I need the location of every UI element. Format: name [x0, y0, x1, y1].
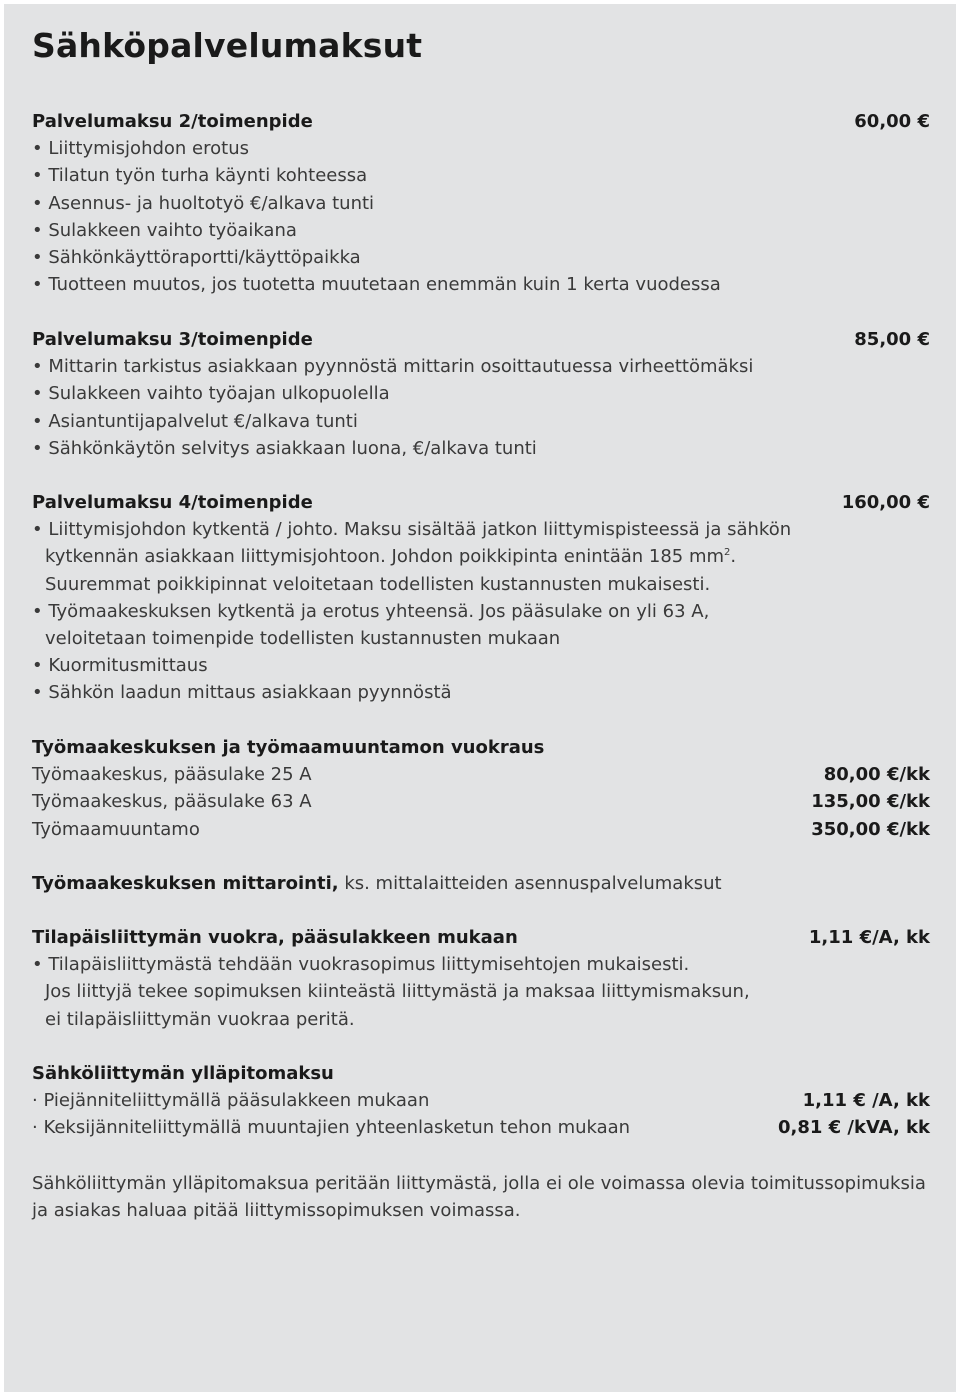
- list-item: • Liittymisjohdon kytkentä / johto. Maksu sisältää jatkon liittymispisteessä ja sähkön: [32, 519, 792, 541]
- list-item: • Sulakkeen vaihto työajan ulkopuolella: [32, 383, 390, 405]
- section-tyomaakeskus-mittarointi: [32, 870, 930, 897]
- section-heading: Palvelumaksu 2/toimenpide: [32, 111, 313, 132]
- price-list-page: [4, 4, 956, 1392]
- list-item: • Sulakkeen vaihto työaikana: [32, 219, 297, 241]
- section-heading: Tilapäisliittymän vuokra, pääsulakkeen mukaan: [32, 927, 518, 948]
- list-item: • Tilapäisliittymästä tehdään vuokrasopimus liittymisehtojen mukaisesti.: [32, 954, 690, 976]
- list-item-continuation: veloitetaan toimenpide todellisten kustannusten mukaan: [45, 627, 561, 649]
- section-palvelumaksu-4: [32, 489, 930, 707]
- section-yllapitomaksu: [32, 1060, 930, 1142]
- section-price: 160,00 €: [841, 492, 930, 513]
- list-item: • Työmaakeskuksen kytkentä ja erotus yhteensä. Jos pääsulake on yli 63 A,: [32, 600, 710, 622]
- list-item-continuation: Jos liittyjä tekee sopimuksen kiinteästä liittymästä ja maksaa liittymismaksun,: [45, 981, 750, 1003]
- section-heading: Palvelumaksu 4/toimenpide: [32, 492, 313, 513]
- list-item: • Asennus- ja huoltotyö €/alkava tunti: [32, 192, 375, 214]
- list-item: • Mittarin tarkistus asiakkaan pyynnöstä mittarin osoittautuessa virheettömäksi: [32, 356, 754, 378]
- section-header: [32, 108, 930, 135]
- section-palvelumaksu-2: [32, 108, 930, 298]
- section-tyomaakeskus-vuokraus: [32, 734, 930, 843]
- section-header: [32, 1060, 930, 1087]
- section-tilapaisliittyma: [32, 924, 930, 1033]
- superscript: 2: [724, 547, 731, 559]
- section-heading: Sähköliittymän ylläpitomaksu: [32, 1063, 334, 1084]
- section-heading: Työmaakeskuksen mittarointi,: [32, 873, 339, 894]
- section-header: [32, 924, 930, 951]
- section-price: 1,11 €/A, kk: [808, 927, 930, 948]
- list-item: • Sähkönkäyttöraportti/käyttöpaikka: [32, 246, 361, 268]
- section-price: 85,00 €: [854, 329, 930, 350]
- section-header: [32, 734, 930, 761]
- price-row: Työmaakeskus, pääsulake 63 A 135,00 €/kk: [32, 791, 930, 813]
- list-item: • Asiantuntijapalvelut €/alkava tunti: [32, 410, 358, 432]
- list-item: • Sähkönkäytön selvitys asiakkaan luona, €/alkava tunti: [32, 437, 537, 459]
- section-note: ks. mittalaitteiden asennuspalvelumaksut: [338, 873, 722, 894]
- list-item: • Sähkön laadun mittaus asiakkaan pyynnöstä: [32, 682, 452, 704]
- price-row: · Keksijänniteliittymällä muuntajien yhteenlasketun tehon mukaan 0,81 € /kVA, kk: [32, 1117, 930, 1139]
- price-row: Työmaamuuntamo 350,00 €/kk: [32, 818, 930, 840]
- section-header: [32, 489, 930, 516]
- page-title: Sähköpalvelumaksut: [32, 26, 423, 65]
- section-palvelumaksu-3: [32, 326, 930, 462]
- list-item: • Tuotteen muutos, jos tuotetta muutetaan enemmän kuin 1 kerta vuodessa: [32, 274, 721, 296]
- list-item: • Liittymisjohdon erotus: [32, 138, 249, 160]
- section-heading: Palvelumaksu 3/toimenpide: [32, 329, 313, 350]
- section-header: [32, 326, 930, 353]
- list-item-continuation: kytkennän asiakkaan liittymisjohtoon. Johdon poikkipinta enintään 185 $mm^2$.: [45, 546, 737, 568]
- list-item-continuation: Suuremmat poikkipinnat veloitetaan todellisten kustannusten mukaisesti.: [45, 573, 711, 595]
- section-heading: Työmaakeskuksen ja työmaamuuntamon vuokraus: [32, 737, 545, 758]
- list-item: • Tilatun työn turha käynti kohteessa: [32, 165, 368, 187]
- list-item: • Kuormitusmittaus: [32, 655, 208, 677]
- list-item-continuation: ei tilapäisliittymän vuokraa peritä.: [45, 1008, 355, 1030]
- price-row: Työmaakeskus, pääsulake 25 A 80,00 €/kk: [32, 764, 930, 786]
- section-price: 60,00 €: [854, 111, 930, 132]
- footer-paragraph: Sähköliittymän ylläpitomaksua peritään liittymästä, jolla ei ole voimassa olevia toimitussopimuksia ja asiakas haluaa pitää liittymissopimuksen voimassa.: [32, 1173, 926, 1222]
- price-row: · Piejänniteliittymällä pääsulakkeen mukaan 1,11 € /A, kk: [32, 1090, 930, 1112]
- section-header: [32, 870, 930, 897]
